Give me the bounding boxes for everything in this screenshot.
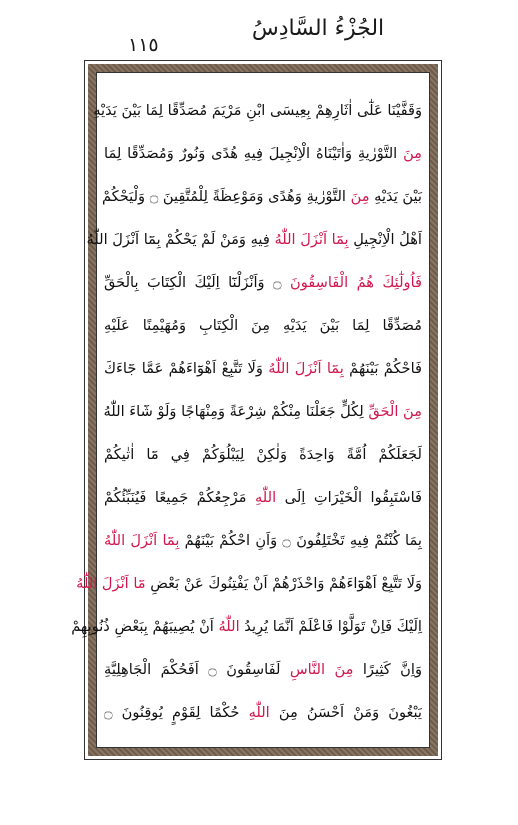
line-text: اَهْلُ الْاِنْجِيلِ (348, 231, 422, 248)
line-highlight: مَٓا اَنْزَلَ اللّٰهُ (76, 575, 146, 592)
text-line (104, 694, 422, 732)
line-text: التَّوْرٰيةِ وَهُدًى وَمَوْعِظَةً لِلْمُتَّقِينَ ۝ وَلْيَحْكُمْ (101, 188, 351, 205)
line-text: ۝ وَاَنْزَلْنَٓا اِلَيْكَ الْكِتَابَ بِالْحَقِّ (104, 274, 290, 291)
text-line (104, 651, 422, 689)
text-line (104, 264, 422, 302)
text-line (104, 307, 422, 345)
text-line (104, 436, 422, 474)
line-text: حُكْمًا لِقَوْمٍ يُوقِنُونَ ۝ (104, 704, 249, 721)
line-highlight: مِنَ (403, 145, 422, 162)
line-text: وَاِنَّ كَثِيرًا (353, 661, 422, 678)
text-line (104, 135, 422, 173)
line-highlight: اللّٰهِ (248, 704, 270, 721)
line-text: وَلَا تَتَّبِعْ اَهْوَٓاءَهُمْ عَمَّا جَٓاءَكَ (104, 360, 269, 377)
text-line (76, 565, 422, 603)
text-line (93, 92, 422, 130)
text-line (104, 479, 422, 517)
line-text: مَرْجِعُكُمْ جَمِيعًا فَيُنَبِّئُكُمْ (104, 489, 255, 506)
line-highlight: اللّٰهُ (218, 618, 240, 635)
line-highlight: مِنَ الْحَقِّ (368, 403, 422, 420)
line-text: اَنْ يُصِيبَهُمْ بِبَعْضِ ذُنُوبِهِمْ (71, 618, 219, 635)
line-text: لَجَعَلَكُمْ اُمَّةً وَاحِدَةً وَلٰكِنْ لِيَبْلُوَكُمْ فِي مَٓا اٰتٰيكُمْ (104, 446, 422, 463)
line-text: مُصَدِّقًا لِمَا بَيْنَ يَدَيْهِ مِنَ الْكِتَابِ وَمُهَيْمِنًا عَلَيْهِ (104, 317, 422, 334)
line-text: وَقَفَّيْنَا عَلٰٓى اٰثَارِهِمْ بِعِيسَى ابْنِ مَرْيَمَ مُصَدِّقًا لِمَا بَيْنَ يَدَيْهِ (93, 102, 422, 119)
line-text: فَاسْتَبِقُوا الْخَيْرَاتِ اِلَى (276, 489, 422, 506)
line-text: اِلَيْكَ فَاِنْ تَوَلَّوْا فَاعْلَمْ اَنَّمَا يُرِيدُ (239, 618, 422, 635)
line-text: بِمَا كُنْتُمْ فِيهِ تَخْتَلِفُونَ ۝ وَاَنِ احْكُمْ بَيْنَهُمْ (179, 532, 422, 549)
text-line (104, 393, 422, 431)
line-highlight: بِمَٓا اَنْزَلَ اللّٰهُ (274, 231, 349, 248)
page-number: ١١٥ (128, 34, 159, 56)
line-highlight: بِمَٓا اَنْزَلَ اللّٰهُ (268, 360, 344, 377)
line-highlight: اللّٰهِ (254, 489, 277, 506)
line-text: وَلَا تَتَّبِعْ اَهْوَٓاءَهُمْ وَاحْذَرْهُمْ اَنْ يَفْتِنُوكَ عَنْ بَعْضِ (145, 575, 422, 592)
juz-header: الجُزْءُ السَّادِسُ (251, 16, 385, 41)
line-text: يَبْغُونَ وَمَنْ اَحْسَنُ مِنَ (269, 704, 422, 721)
text-line (104, 350, 422, 388)
quran-text-area (71, 92, 423, 742)
line-text: لَفَاسِقُونَ ۝ اَفَحُكْمَ الْجَاهِلِيَّةِ (104, 661, 290, 678)
line-text: فَاحْكُمْ بَيْنَهُمْ (343, 360, 422, 377)
line-highlight: بِمَٓا اَنْزَلَ اللّٰهُ (104, 532, 180, 549)
text-line (101, 178, 422, 216)
line-text: فِيهِ وَمَنْ لَمْ يَحْكُمْ بِمَٓا اَنْزَلَ اللّٰهُ (86, 231, 275, 248)
text-line (86, 221, 422, 259)
line-highlight: مِنَ النَّاسِ (289, 661, 354, 678)
line-highlight: مِنَ (350, 188, 370, 205)
text-line (71, 608, 422, 646)
text-line (104, 522, 422, 560)
line-highlight: فَاُولٰٓئِكَ هُمُ الْفَاسِقُونَ (289, 274, 423, 291)
line-text: لِكُلٍّ جَعَلْنَا مِنْكُمْ شِرْعَةً وَمِنْهَاجًا وَلَوْ شَٓاءَ اللّٰهُ (103, 403, 369, 420)
line-text: بَيْنَ يَدَيْهِ (369, 188, 422, 205)
line-text: التَّوْرٰيةِ وَاٰتَيْنَاهُ الْاِنْجِيلَ فِيهِ هُدًى وَنُورٌ وَمُصَدِّقًا لِمَا (104, 145, 404, 162)
